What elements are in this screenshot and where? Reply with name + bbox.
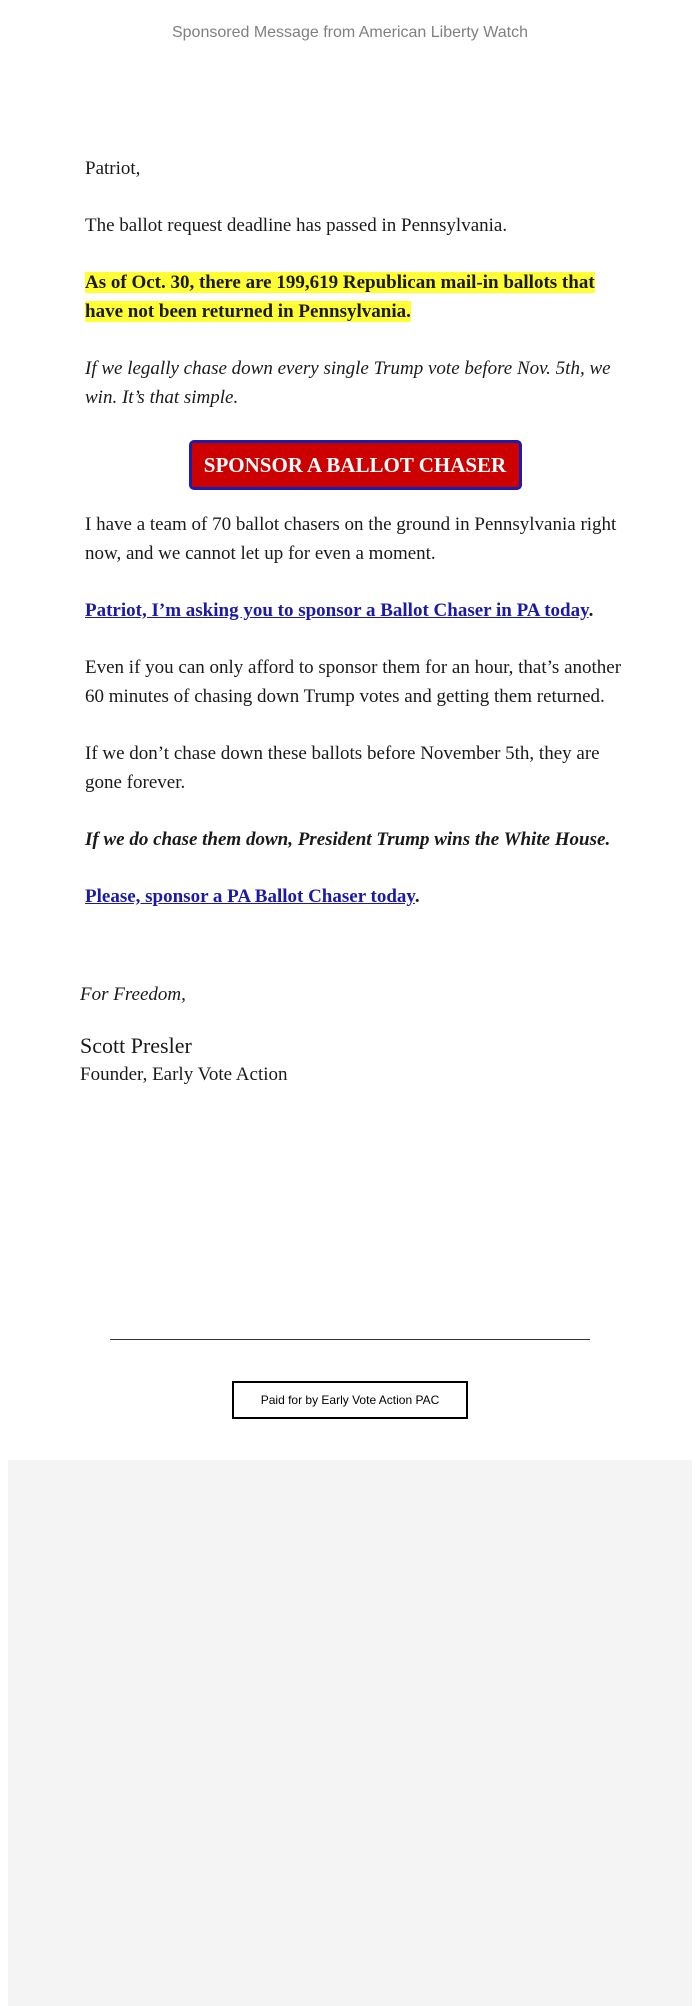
afford-paragraph: Even if you can only afford to sponsor them for an hour, that’s another 60 minutes of chasing down Trump votes and getting them returned. — [85, 657, 622, 707]
team-paragraph: I have a team of 70 ballot chasers on the ground in Pennsylvania right now, and we cannot let up for even a moment. — [85, 514, 617, 564]
italic-paragraph: If we legally chase down every single Trump vote before Nov. 5th, we win. It’s that simple. — [85, 358, 611, 408]
paid-for-disclaimer: Paid for by Early Vote Action PAC — [232, 1381, 468, 1419]
sponsor-link-paragraph-2 — [85, 882, 625, 911]
highlighted-stat-text: As of Oct. 30, there are 199,619 Republican mail-in ballots that have not been returned in Pennsylvania. — [85, 272, 595, 322]
chase-paragraph: If we don’t chase down these ballots before November 5th, they are gone forever. — [85, 743, 600, 793]
signer-title: Founder, Early Vote Action — [80, 1064, 288, 1085]
bold-italic-paragraph: If we do chase them down, President Trump wins the White House. — [85, 829, 611, 850]
cta-container — [85, 440, 625, 490]
footer-background — [8, 1460, 692, 2006]
sponsor-ballot-chaser-link[interactable]: Patriot, I’m asking you to sponsor a Ballot Chaser in PA today — [85, 600, 589, 621]
divider — [110, 1339, 590, 1340]
greeting: Patriot, — [85, 158, 141, 179]
email-body — [85, 154, 625, 939]
closing: For Freedom, — [80, 984, 186, 1005]
sponsor-pa-ballot-chaser-link[interactable]: Please, sponsor a PA Ballot Chaser today — [85, 886, 415, 907]
link-period: . — [414, 886, 420, 907]
sponsored-message-header: Sponsored Message from American Liberty Watch — [171, 24, 528, 41]
sponsor-ballot-chaser-button[interactable]: SPONSOR A BALLOT CHASER — [189, 440, 522, 490]
highlight-paragraph — [85, 268, 625, 326]
signer-name: Scott Presler — [80, 1033, 192, 1058]
sponsor-link-paragraph — [85, 596, 625, 625]
signature-block — [80, 980, 640, 1089]
link-period: . — [588, 600, 594, 621]
deadline-paragraph: The ballot request deadline has passed in Pennsylvania. — [85, 215, 508, 236]
